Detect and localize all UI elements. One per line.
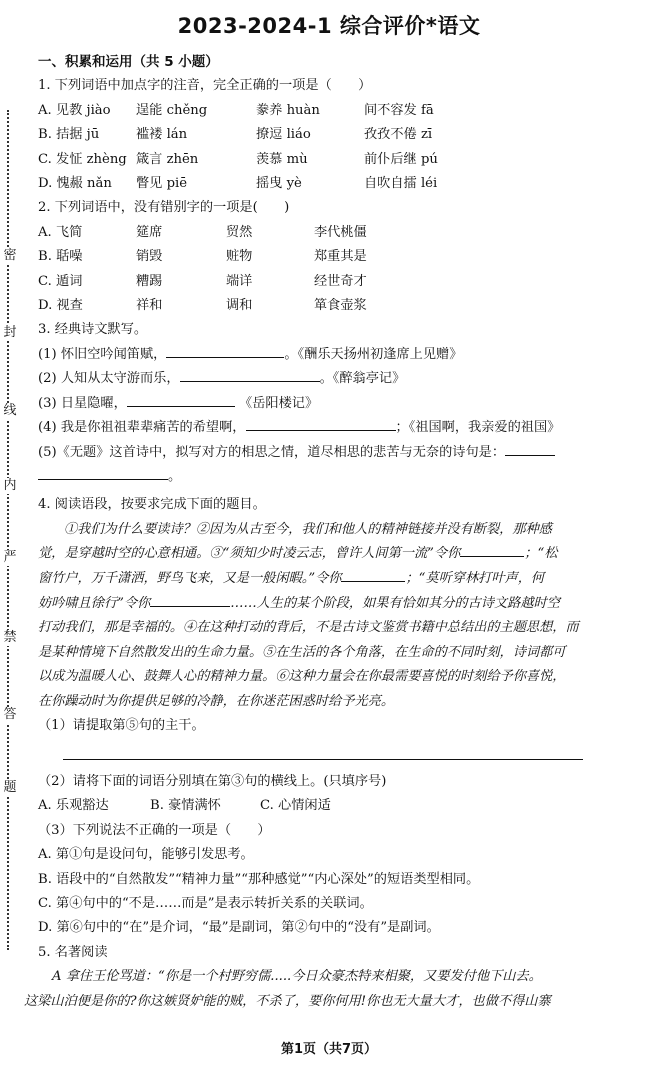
q2-d-3: 调和 (226, 298, 253, 314)
q4-opt-a: A. 乐观豁达 (38, 798, 109, 814)
passage-line: 在你躁动时为你提供足够的冷静，在你迷茫困惑时给予光亮。 (38, 693, 395, 709)
q3-4-prompt: (4) 我是你祖祖辈辈痛苦的希望啊， (38, 420, 246, 436)
exam-content (24, 50, 630, 1014)
q1-option-row (38, 148, 630, 172)
q2-d-1: D. 视查 (38, 298, 83, 314)
q3-4-source: ；《祖国啊，我亲爱的祖国》 (395, 420, 561, 436)
q1-d-2: 瞥见 piē (136, 176, 188, 192)
passage-text: 妨吟啸且徐行”令你 (38, 595, 151, 611)
q2-c-4: 经世奇才 (314, 273, 367, 289)
q1-d-3: 摇曳 yè (256, 176, 302, 192)
seal-char: 封 (1, 325, 19, 341)
q4-sub-3-b: B. 语段中的“自然散发”“精神力量”“那种感觉”“内心深处”的短语类型相同。 (38, 871, 480, 887)
q1-a-4: 间不容发 fā (364, 102, 434, 118)
q5-text-line: A 拿住王伦骂道：“你是一个村野穷儒.....今日众豪杰特来相聚，又要发付他下山去。 (52, 969, 542, 985)
seal-margin (0, 110, 22, 960)
q2-d-4: 箪食壶浆 (314, 298, 367, 314)
q2-a-1: A. 飞简 (38, 224, 83, 240)
q4-opt-b: B. 豪情满怀 (150, 798, 221, 814)
seal-char: 答 (1, 707, 19, 723)
q4-opt-c: C. 心情闲适 (260, 798, 331, 814)
question-2-stem: 2. 下列词语中，没有错别字的一项是( ) (38, 200, 290, 216)
seal-char: 内 (1, 478, 19, 494)
q4-sub-1: （1）请提取第⑤句的主干。 (38, 718, 205, 734)
q2-b-3: 赃物 (226, 249, 253, 265)
q3-1-source: 。《酬乐天扬州初逢席上见赠》 (284, 346, 463, 362)
q2-a-4: 李代桃僵 (314, 224, 367, 240)
q2-option-row (38, 245, 630, 269)
q1-option-row (38, 123, 630, 147)
q3-3-source: 《岳阳楼记》 (239, 395, 319, 411)
question-5-stem: 5. 名著阅读 (38, 944, 108, 960)
passage-line (38, 592, 630, 617)
q1-c-3: 羡慕 mù (256, 151, 308, 167)
q3-item-3 (38, 392, 630, 416)
q2-b-1: B. 聒噪 (38, 249, 83, 265)
q3-item-2 (38, 367, 630, 391)
q4-answer-line[interactable] (63, 753, 583, 760)
q2-option-row (38, 270, 630, 294)
passage-line: ①我们为什么要读诗？②因为从古至今，我们和他人的精神链接并没有断裂，那种感 (64, 521, 552, 537)
q1-a-2: 逞能 chěng (136, 102, 208, 118)
q3-3-blank[interactable] (127, 392, 235, 407)
q3-item-4 (38, 416, 630, 440)
q1-c-4: 前仆后继 pú (364, 151, 438, 167)
q1-b-3: 撩逗 liáo (256, 127, 311, 143)
q3-5-blank-2[interactable] (38, 465, 168, 480)
q2-c-1: C. 遁词 (38, 273, 83, 289)
q3-3-prompt: (3) 日星隐曜， (38, 395, 127, 411)
passage-line: 以成为温暖人心、鼓舞人心的精神力量。⑥这种力量会在你最需要喜悦的时刻给予你喜悦， (38, 669, 566, 685)
q5-text-line: 这梁山泊便是你的?你这嫉贤妒能的贼，不杀了，要你何用!你也无大量大才，也做不得山寨 (24, 993, 551, 1009)
passage-line: 打动我们，那是幸福的。④在这种打动的背后，不是古诗文鉴赏书籍中总结出的主题思想，而 (38, 620, 579, 636)
q1-option-row (38, 99, 630, 123)
q1-b-4: 孜孜不倦 zī (364, 127, 433, 143)
q4-sub-2-options (38, 794, 630, 818)
q3-1-prompt: (1) 怀旧空吟闻笛赋， (38, 346, 167, 362)
q3-item-1 (38, 343, 630, 367)
q3-1-blank[interactable] (166, 343, 284, 358)
q3-5-blank[interactable] (505, 441, 555, 456)
q1-b-2: 褴褛 lán (136, 127, 188, 143)
q4-sub-3: （3）下列说法不正确的一项是（ ） (38, 822, 271, 838)
q1-b-1: B. 拮据 jū (38, 127, 100, 143)
question-3-stem: 3. 经典诗文默写。 (38, 322, 148, 338)
q4-sub-3-c: C. 第④句中的“不是……而是”是表示转折关系的关联词。 (38, 895, 373, 911)
page-title: 2023-2024-1 综合评价*语文 (177, 14, 481, 38)
passage-line (38, 567, 630, 592)
seal-char: 密 (1, 248, 19, 264)
q1-d-4: 自吹自擂 léi (364, 176, 438, 192)
passage-blank-3[interactable] (150, 592, 230, 607)
seal-char: 题 (1, 780, 19, 796)
seal-dotted-line (7, 110, 9, 950)
q2-b-4: 郑重其是 (314, 249, 367, 265)
q3-2-prompt: (2) 人知从太守游而乐， (38, 371, 180, 387)
q3-5-prompt: (5)《无题》这首诗中，拟写对方的相思之情，道尽相思的悲苦与无奈的诗句是： (38, 444, 506, 460)
q2-c-3: 端详 (226, 273, 253, 289)
q2-a-3: 贸然 (226, 224, 253, 240)
q3-2-blank[interactable] (180, 367, 320, 382)
q1-d-1: D. 愧赧 nǎn (38, 176, 112, 192)
question-1-stem: 1. 下列词语中加点字的注音，完全正确的一项是（ ） (38, 78, 372, 94)
passage-blank-2[interactable] (341, 567, 405, 582)
q1-c-1: C. 发怔 zhèng (38, 151, 127, 167)
passage-text: 窗竹户，万千潇洒，野鸟飞来，又是一般闲暇。”令你 (38, 570, 342, 586)
q4-sub-2: （2）请将下面的词语分别填在第③句的横线上。(只填序号) (38, 773, 387, 789)
q3-5-end: 。 (168, 468, 182, 484)
q4-sub-3-d: D. 第⑥句中的“在”是介词，“最”是副词，第②句中的“没有”是副词。 (38, 920, 440, 936)
q1-a-3: 豢养 huàn (256, 102, 320, 118)
q4-passage (38, 518, 630, 715)
q2-c-2: 糟踢 (136, 273, 163, 289)
passage-blank-1[interactable] (460, 542, 524, 557)
q3-4-blank[interactable] (246, 416, 396, 431)
q2-option-row (38, 221, 630, 245)
q2-a-2: 筵席 (136, 224, 163, 240)
q1-c-2: 箴言 zhēn (136, 151, 199, 167)
passage-text: ；“松 (524, 546, 558, 562)
seal-char: 严 (1, 550, 19, 566)
q1-a-1: A. 见教 jiào (38, 102, 111, 118)
passage-line (38, 542, 630, 567)
q2-d-2: 祥和 (136, 298, 163, 314)
q2-option-row (38, 294, 630, 318)
q3-item-5 (38, 441, 630, 465)
q2-b-2: 销毁 (136, 249, 163, 265)
seal-char: 线 (1, 403, 19, 419)
q3-item-5-cont (38, 465, 630, 489)
q3-2-source: 。《醉翁亭记》 (319, 371, 406, 387)
seal-char: 禁 (1, 630, 19, 646)
page-footer: 第1页（共7页） (280, 1042, 378, 1057)
q4-sub-3-a: A. 第①句是设问句，能够引发思考。 (38, 847, 254, 863)
passage-line: 是某种情境下自然散发出的生命力量。⑤在生活的各个角落，在生命的不同时刻，诗词都可 (38, 644, 566, 660)
passage-text: ；“莫听穿林打叶声，何 (405, 570, 545, 586)
passage-text: 觉，是穿越时空的心意相通。③“须知少时凌云志，曾许人间第一流”令你 (38, 546, 461, 562)
q1-option-row (38, 172, 630, 196)
section-heading: 一、积累和运用（共 5 小题） (38, 54, 219, 70)
passage-text: ……人生的某个阶段，如果有恰如其分的古诗文路越时空 (230, 595, 560, 611)
question-4-stem: 4. 阅读语段，按要求完成下面的题目。 (38, 497, 266, 513)
